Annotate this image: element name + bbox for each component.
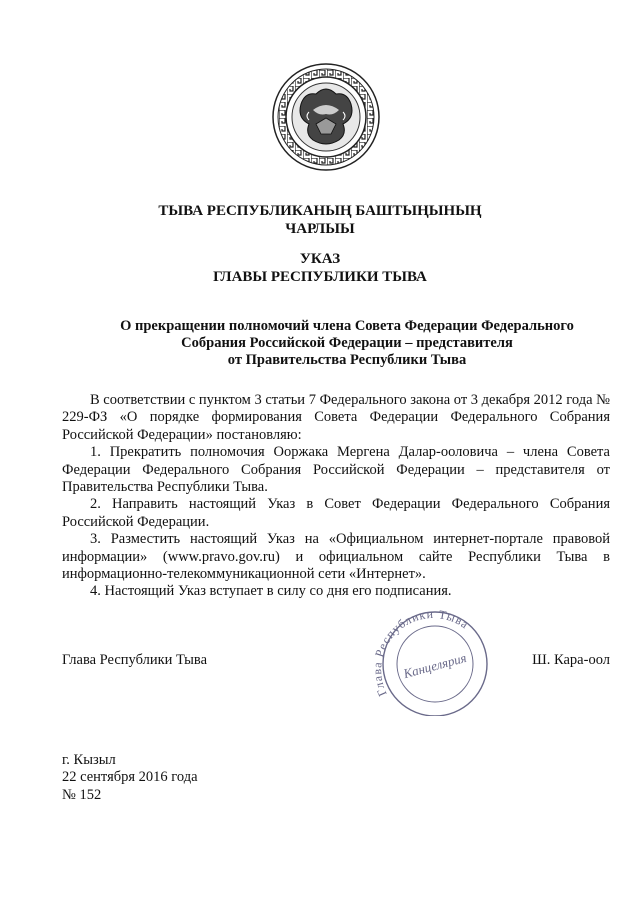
body-paragraph: 4. Настоящий Указ вступает в силу со дня его подписания. — [90, 583, 452, 600]
emblem-seal — [271, 62, 381, 172]
signature-name: Ш. Кара-оол — [532, 652, 610, 668]
header-line-3: УКАЗ — [299, 251, 341, 267]
subject-line-1: О прекращении полномочий члена Совета Федерации Федерального — [120, 318, 574, 334]
footer-number: № 152 — [62, 786, 102, 803]
body-paragraph: 1. Прекратить полномочия Ооржака Мергена Далар-ооловича – члена Совета Федерации Федерального Собрания Российской Федерации – представителя от Правительства Республики Тыва. — [62, 444, 610, 496]
body-paragraph: В соответствии с пунктом 3 статьи 7 Федерального закона от 3 декабря 2012 года № 229-ФЗ «О порядке формирования Совета Федерации Федерального Собрания Российской Федерации» постановляю: — [62, 392, 610, 443]
subject-line-3: от Правительства Республики Тыва — [227, 352, 467, 368]
subject-line-2: Собрания Российской Федерации – представителя — [181, 335, 513, 351]
header-line-2: ЧАРЛЫЫ — [285, 221, 355, 237]
header-line-1: ТЫВА РЕСПУБЛИКАНЫҢ БАШТЫҢЫНЫҢ — [158, 203, 482, 219]
stamp-outer-text: Глава Республики Тыва — [370, 606, 472, 699]
footer-city: г. Кызыл — [62, 752, 116, 768]
stamp-inner-text: Канцелярия — [401, 649, 469, 682]
decree-subject — [92, 318, 602, 369]
signature-title: Глава Республики Тыва — [62, 652, 208, 668]
document-footer — [62, 752, 198, 804]
body-paragraph: 3. Разместить настоящий Указ на «Официальном интернет-портале правовой информации» (www.pravo.gov.ru) и официальном сайте Республики Тыва в информационно-телекоммуникационной сети «Интернет». — [62, 531, 610, 583]
office-stamp — [367, 606, 497, 716]
body-paragraph: 2. Направить настоящий Указ в Совет Федерации Федерального Собрания Российской Федерации. — [62, 496, 610, 530]
document-header — [0, 202, 640, 238]
decree-body — [62, 392, 610, 601]
decree-title — [0, 250, 640, 286]
header-line-4: ГЛАВЫ РЕСПУБЛИКИ ТЫВА — [213, 269, 427, 285]
footer-date: 22 сентября 2016 года — [62, 769, 198, 786]
